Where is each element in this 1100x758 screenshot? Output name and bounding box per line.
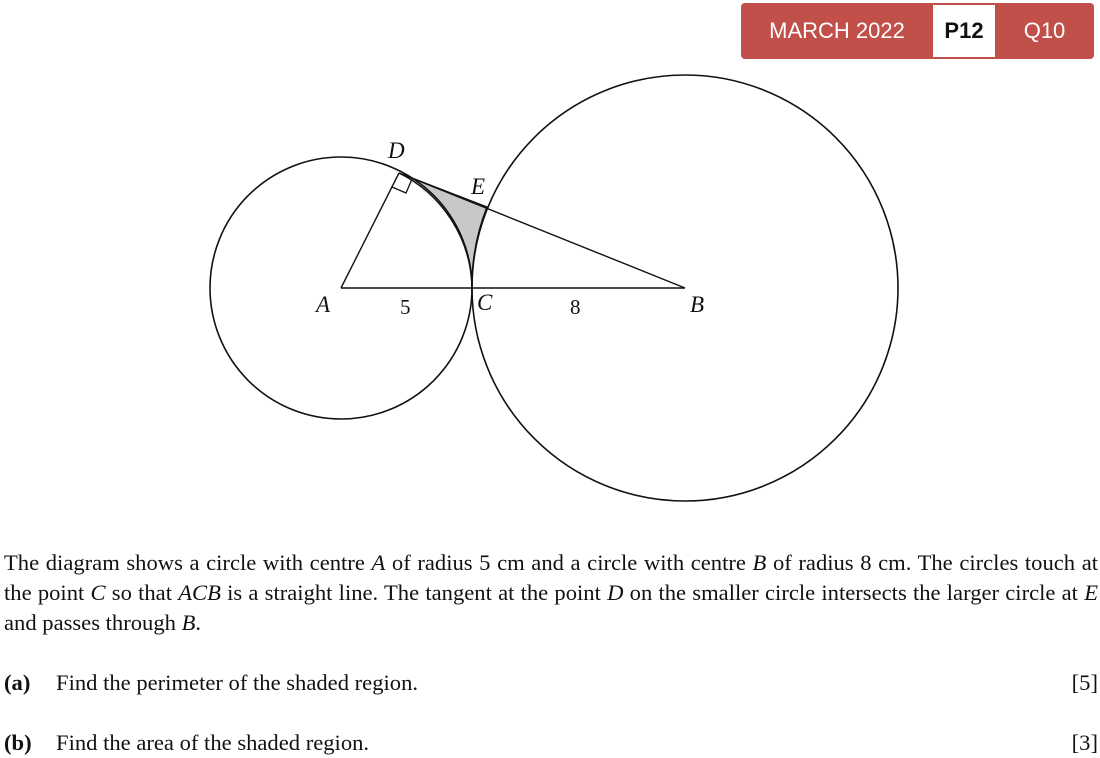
paper-number: P12 [933, 5, 995, 57]
label-e: E [471, 174, 486, 199]
exam-session: MARCH 2022 [769, 18, 905, 43]
label-a: A [316, 292, 331, 317]
part-b [4, 728, 1098, 758]
label-b: B [690, 292, 705, 317]
question-number: Q10 [1023, 18, 1066, 43]
part-b-marks: [3] [1071, 730, 1098, 755]
part-a [4, 668, 1098, 698]
part-a-text: Find the perimeter of the shaded region. [56, 670, 419, 695]
part-b-label: (b) [4, 730, 32, 755]
length-ac: 5 [400, 295, 411, 319]
radius-ad [341, 173, 399, 288]
part-b-text: Find the area of the shaded region. [56, 730, 370, 755]
part-a-label: (a) [4, 670, 31, 695]
question-stem: The diagram shows a circle with centre A of radius 5 cm and a circle with centre B of radius 8 cm. The circles touch at the point C so that ACB is a straight line. The tangent at the point D on the smaller circle intersects the larger circle at E and passes through B. [4, 550, 1099, 635]
length-cb: 8 [570, 295, 581, 319]
label-c: C [477, 290, 493, 315]
tangent-db [399, 173, 685, 288]
part-a-marks: [5] [1071, 670, 1098, 695]
label-d: D [388, 138, 405, 163]
